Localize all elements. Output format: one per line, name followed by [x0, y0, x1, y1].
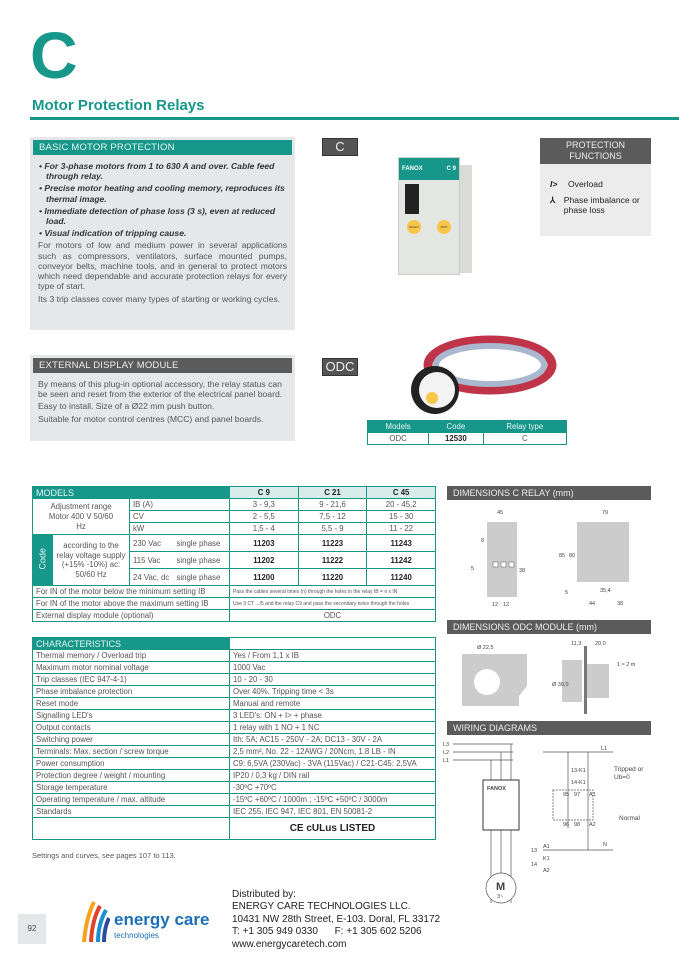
overload-icon: I> [550, 179, 558, 189]
cell: 11223 [298, 535, 367, 552]
distributed-label: Distributed by: [232, 889, 296, 900]
brand-name: energy care [114, 910, 210, 929]
characteristic-label: Reset mode [33, 698, 230, 710]
svg-text:12: 12 [503, 602, 510, 608]
characteristic-value: 3 LED's: ON + I> + phase [230, 710, 436, 722]
characteristic-value: 1 relay with 1 NO + 1 NC [230, 722, 436, 734]
paragraph: By means of this plug-in optional accessory, the relay status can be seen and reset from the exterior of the electrical panel board. [38, 379, 283, 400]
characteristics-header: CHARACTERISTICS [33, 638, 230, 650]
col-header: C 45 [367, 487, 436, 499]
relay-side [460, 165, 472, 273]
characteristic-row [33, 722, 436, 734]
characteristic-row [33, 806, 436, 818]
characteristic-row [33, 746, 436, 758]
external-display-header: EXTERNAL DISPLAY MODULE [33, 358, 292, 373]
cell: 5,5 - 9 [298, 523, 367, 535]
svg-text:11,3: 11,3 [571, 641, 582, 647]
footnote: Settings and curves, see pages 107 to 113. [32, 851, 176, 860]
cell: 7,5 - 12 [298, 511, 367, 523]
svg-text:20,0: 20,0 [595, 641, 606, 647]
svg-text:85: 85 [559, 553, 566, 559]
characteristic-value: -30ºC +70ºC [230, 782, 436, 794]
characteristic-label: Protection degree / weight / mounting [33, 770, 230, 782]
cell: 12530 [429, 433, 484, 445]
cell: 11222 [298, 552, 367, 569]
unit: CV [130, 511, 230, 523]
cell: 11220 [298, 569, 367, 586]
c-label: C [322, 138, 358, 156]
basic-protection-panel [30, 137, 295, 330]
characteristic-row [33, 710, 436, 722]
characteristic-row [33, 698, 436, 710]
characteristic-label: Terminals: Max. section / screw torque [33, 746, 230, 758]
unit: IB (A) [130, 499, 230, 511]
characteristic-row [33, 650, 436, 662]
wiring-header: WIRING DIAGRAMS [447, 721, 651, 735]
website-link[interactable]: www.energycaretech.com [232, 938, 347, 950]
svg-text:L1: L1 [443, 758, 450, 764]
svg-text:A2: A2 [543, 868, 550, 874]
protection-header-line1: PROTECTION [565, 140, 625, 150]
cell: 11243 [367, 535, 436, 552]
odc-table [367, 420, 567, 445]
dims-c-header: DIMENSIONS C RELAY (mm) [447, 486, 651, 500]
characteristic-row [33, 758, 436, 770]
characteristic-row [33, 782, 436, 794]
certification-row [33, 818, 436, 840]
page-title: Motor Protection Relays [32, 97, 205, 114]
title-divider [30, 117, 679, 120]
energy-care-logo [80, 898, 225, 946]
unit: kW [130, 523, 230, 535]
svg-text:5: 5 [471, 566, 475, 572]
bullet: • Precise motor heating and cooling memory, reproduces its thermal image. [39, 183, 285, 204]
svg-text:N: N [603, 842, 607, 848]
page-number: 92 [18, 914, 46, 944]
cell: 9 - 21,6 [298, 499, 367, 511]
characteristic-value: 2,5 mm², No. 22 - 12AWG / 20Ncm, 1.8 LB - IN [230, 746, 436, 758]
svg-text:97: 97 [574, 792, 581, 798]
characteristic-label: Maximum motor nominal voltage [33, 662, 230, 674]
svg-text:38: 38 [617, 601, 624, 607]
voltage: 230 Vac [130, 535, 174, 552]
col-header: Relay type [483, 421, 566, 433]
bullet: • For 3-phase motors from 1 to 630 A and over. Cable feed through relay. [39, 161, 275, 182]
svg-text:79: 79 [602, 510, 609, 516]
characteristic-row [33, 734, 436, 746]
phase: single phase [174, 552, 230, 569]
characteristic-row [33, 686, 436, 698]
svg-text:3~: 3~ [497, 894, 504, 900]
characteristic-value: Ith: 5A; AC15 - 250V - 2A; DC13 - 30V - 2A [230, 734, 436, 746]
characteristic-value: 1000 Vac [230, 662, 436, 674]
characteristic-label: Switching power [33, 734, 230, 746]
odc-module-image [400, 330, 560, 420]
col-header: Code [429, 421, 484, 433]
phone: T: +1 305 949 0330 F: +1 305 602 5206 [232, 926, 422, 938]
characteristic-label: Thermal memory / Overload trip [33, 650, 230, 662]
cell: 11240 [367, 569, 436, 586]
svg-text:80: 80 [569, 553, 576, 559]
svg-text:12: 12 [492, 602, 499, 608]
characteristic-row [33, 794, 436, 806]
paragraph: Its 3 trip classes cover many types of starting or working cycles. [38, 294, 281, 305]
certification-marks: CE cULus LISTED [230, 818, 436, 840]
cell: 11200 [230, 569, 299, 586]
svg-text:Ø 30,0: Ø 30,0 [552, 682, 569, 688]
overload-label: Overload [568, 179, 603, 189]
cell: 15 - 30 [367, 511, 436, 523]
characteristic-value: C9: 6,5VA (230Vac) - 3VA (115Vac) / C21-C45: 2,5VA [230, 758, 436, 770]
characteristics-table [32, 637, 436, 840]
models-header: MODELS [33, 487, 230, 499]
cell: C [483, 433, 566, 445]
note-label: External display module (optional) [33, 610, 230, 622]
svg-text:35,4: 35,4 [600, 588, 611, 594]
characteristic-value: -15ºC +60ºC / 1000m ; -15ºC +50ºC / 3000m [230, 794, 436, 806]
logo-mark-icon [80, 898, 110, 944]
cell: 3 - 9,3 [230, 499, 299, 511]
wiring-diagram [443, 738, 653, 908]
characteristic-label: Signalling LED's [33, 710, 230, 722]
phase: single phase [174, 535, 230, 552]
characteristic-row [33, 770, 436, 782]
svg-text:Normal: Normal [619, 815, 640, 822]
voltage: 24 Vac, dc [130, 569, 174, 586]
protection-header-line2: FUNCTIONS [569, 151, 622, 161]
characteristic-label: Storage temperature [33, 782, 230, 794]
characteristic-value: IEC 255, IEC 947, IEC 801, EN 50081-2 [230, 806, 436, 818]
odc-label: ODC [322, 358, 358, 376]
svg-text:Ø 22,5: Ø 22,5 [477, 645, 494, 651]
characteristic-label: Phase imbalance protection [33, 686, 230, 698]
paragraph: Suitable for motor control centres (MCC) and panel boards. [38, 413, 264, 424]
svg-text:M: M [496, 881, 506, 893]
characteristic-value: 10 - 20 - 30 [230, 674, 436, 686]
distributor-info [232, 889, 440, 951]
note-value: Pass the cables several times (n) through the holes in the relay IB = n x IN [230, 586, 436, 598]
dims-odc-header: DIMENSIONS ODC MODULE (mm) [447, 620, 651, 634]
characteristic-row [33, 674, 436, 686]
note-value: Use 3 CT .../5 and the relay C9 and pass the secondary twice through the holes [230, 598, 436, 610]
cell: 20 - 45,2 [367, 499, 436, 511]
svg-text:K1: K1 [543, 856, 550, 862]
code-label: Code [37, 547, 48, 570]
phase-imbalance-label: Phase imbalance or phase loss [563, 195, 640, 215]
characteristic-label: Trip classes (IEC 947-4-1) [33, 674, 230, 686]
svg-text:45: 45 [497, 510, 504, 516]
models-table [32, 486, 436, 622]
bullet: • Immediate detection of phase loss (3 s), even at reduced load. [39, 205, 276, 227]
svg-text:L2: L2 [443, 750, 450, 756]
phase-imbalance-icon: ⅄ [550, 195, 556, 205]
cell: 11202 [230, 552, 299, 569]
paragraph: For motors of low and medium power in several applications such as compressors, ventilators, surface mounted pumps, conveyor belts, machine tools, and in general to protect motors which need dependable and accurate protection relays for every type of start. [38, 240, 287, 292]
wiring-tripped-label: Tripped or Ub=0 [614, 766, 644, 781]
adjust-label: Adjustment range Motor 400 V 50/60 Hz [33, 499, 130, 535]
cell: 1,5 - 4 [230, 523, 299, 535]
cell: 2 - 5,5 [230, 511, 299, 523]
cell: ODC [368, 433, 429, 445]
characteristic-label: Output contacts [33, 722, 230, 734]
characteristic-value: Yes / From 1,1 x IB [230, 650, 436, 662]
dims-c-diagram [447, 502, 651, 614]
protection-functions-panel [540, 138, 651, 236]
svg-text:96: 96 [563, 822, 570, 828]
svg-text:A1: A1 [589, 792, 596, 798]
col-header: Models [368, 421, 429, 433]
address: 10431 NW 28th Street, E-103. Doral, FL 33172 [232, 913, 441, 925]
paragraph: Easy to install. Size of a Ø22 mm push button. [38, 401, 215, 412]
cell: 11203 [230, 535, 299, 552]
section-letter: C [30, 18, 78, 92]
svg-text:13-K1: 13-K1 [571, 768, 586, 774]
phase: single phase [174, 569, 230, 586]
dims-odc-diagram [447, 636, 651, 716]
svg-text:14-K1: 14-K1 [571, 780, 586, 786]
svg-text:8: 8 [481, 538, 485, 544]
brand-sub: technologies [114, 931, 159, 940]
characteristic-value: IP20 / 0,3 kg / DIN rail [230, 770, 436, 782]
svg-text:14: 14 [531, 862, 538, 868]
note-label: For IN of the motor below the minimum setting IB [33, 586, 230, 598]
svg-text:FANOX: FANOX [487, 786, 506, 792]
svg-text:44: 44 [589, 601, 596, 607]
bullet: • Visual indication of tripping cause. [39, 228, 187, 239]
note-value: ODC [230, 610, 436, 622]
characteristic-label: Standards [33, 806, 230, 818]
code-desc: according to the relay voltage supply (+15% -10%) ac: 50/60 Hz [53, 535, 130, 586]
svg-text:A2: A2 [589, 822, 596, 828]
svg-text:A1: A1 [543, 844, 550, 850]
characteristic-value: Over 40%. Tripping time < 3s [230, 686, 436, 698]
svg-text:5: 5 [565, 590, 569, 596]
col-header: C 21 [298, 487, 367, 499]
cell: 11 - 22 [367, 523, 436, 535]
svg-text:L1: L1 [601, 746, 608, 752]
svg-text:13: 13 [531, 848, 538, 854]
characteristic-row [33, 662, 436, 674]
basic-protection-header: BASIC MOTOR PROTECTION [33, 140, 292, 155]
svg-text:L3: L3 [443, 742, 450, 748]
svg-text:38: 38 [519, 568, 526, 574]
svg-text:1 ≈ 2 m: 1 ≈ 2 m [617, 662, 636, 668]
characteristic-label: Operating temperature / max. altitude [33, 794, 230, 806]
cell: 11242 [367, 552, 436, 569]
characteristic-value: Manual and remote [230, 698, 436, 710]
voltage: 115 Vac [130, 552, 174, 569]
characteristic-label: Power consumption [33, 758, 230, 770]
svg-text:98: 98 [574, 822, 581, 828]
relay-image: FANOX C 9 RESET TEST [398, 157, 460, 275]
external-display-panel [30, 355, 295, 441]
company: ENERGY CARE TECHNOLOGIES LLC. [232, 901, 411, 913]
col-header: C 9 [230, 487, 299, 499]
svg-text:95: 95 [563, 792, 570, 798]
note-label: For IN of the motor above the maximum setting IB [33, 598, 230, 610]
